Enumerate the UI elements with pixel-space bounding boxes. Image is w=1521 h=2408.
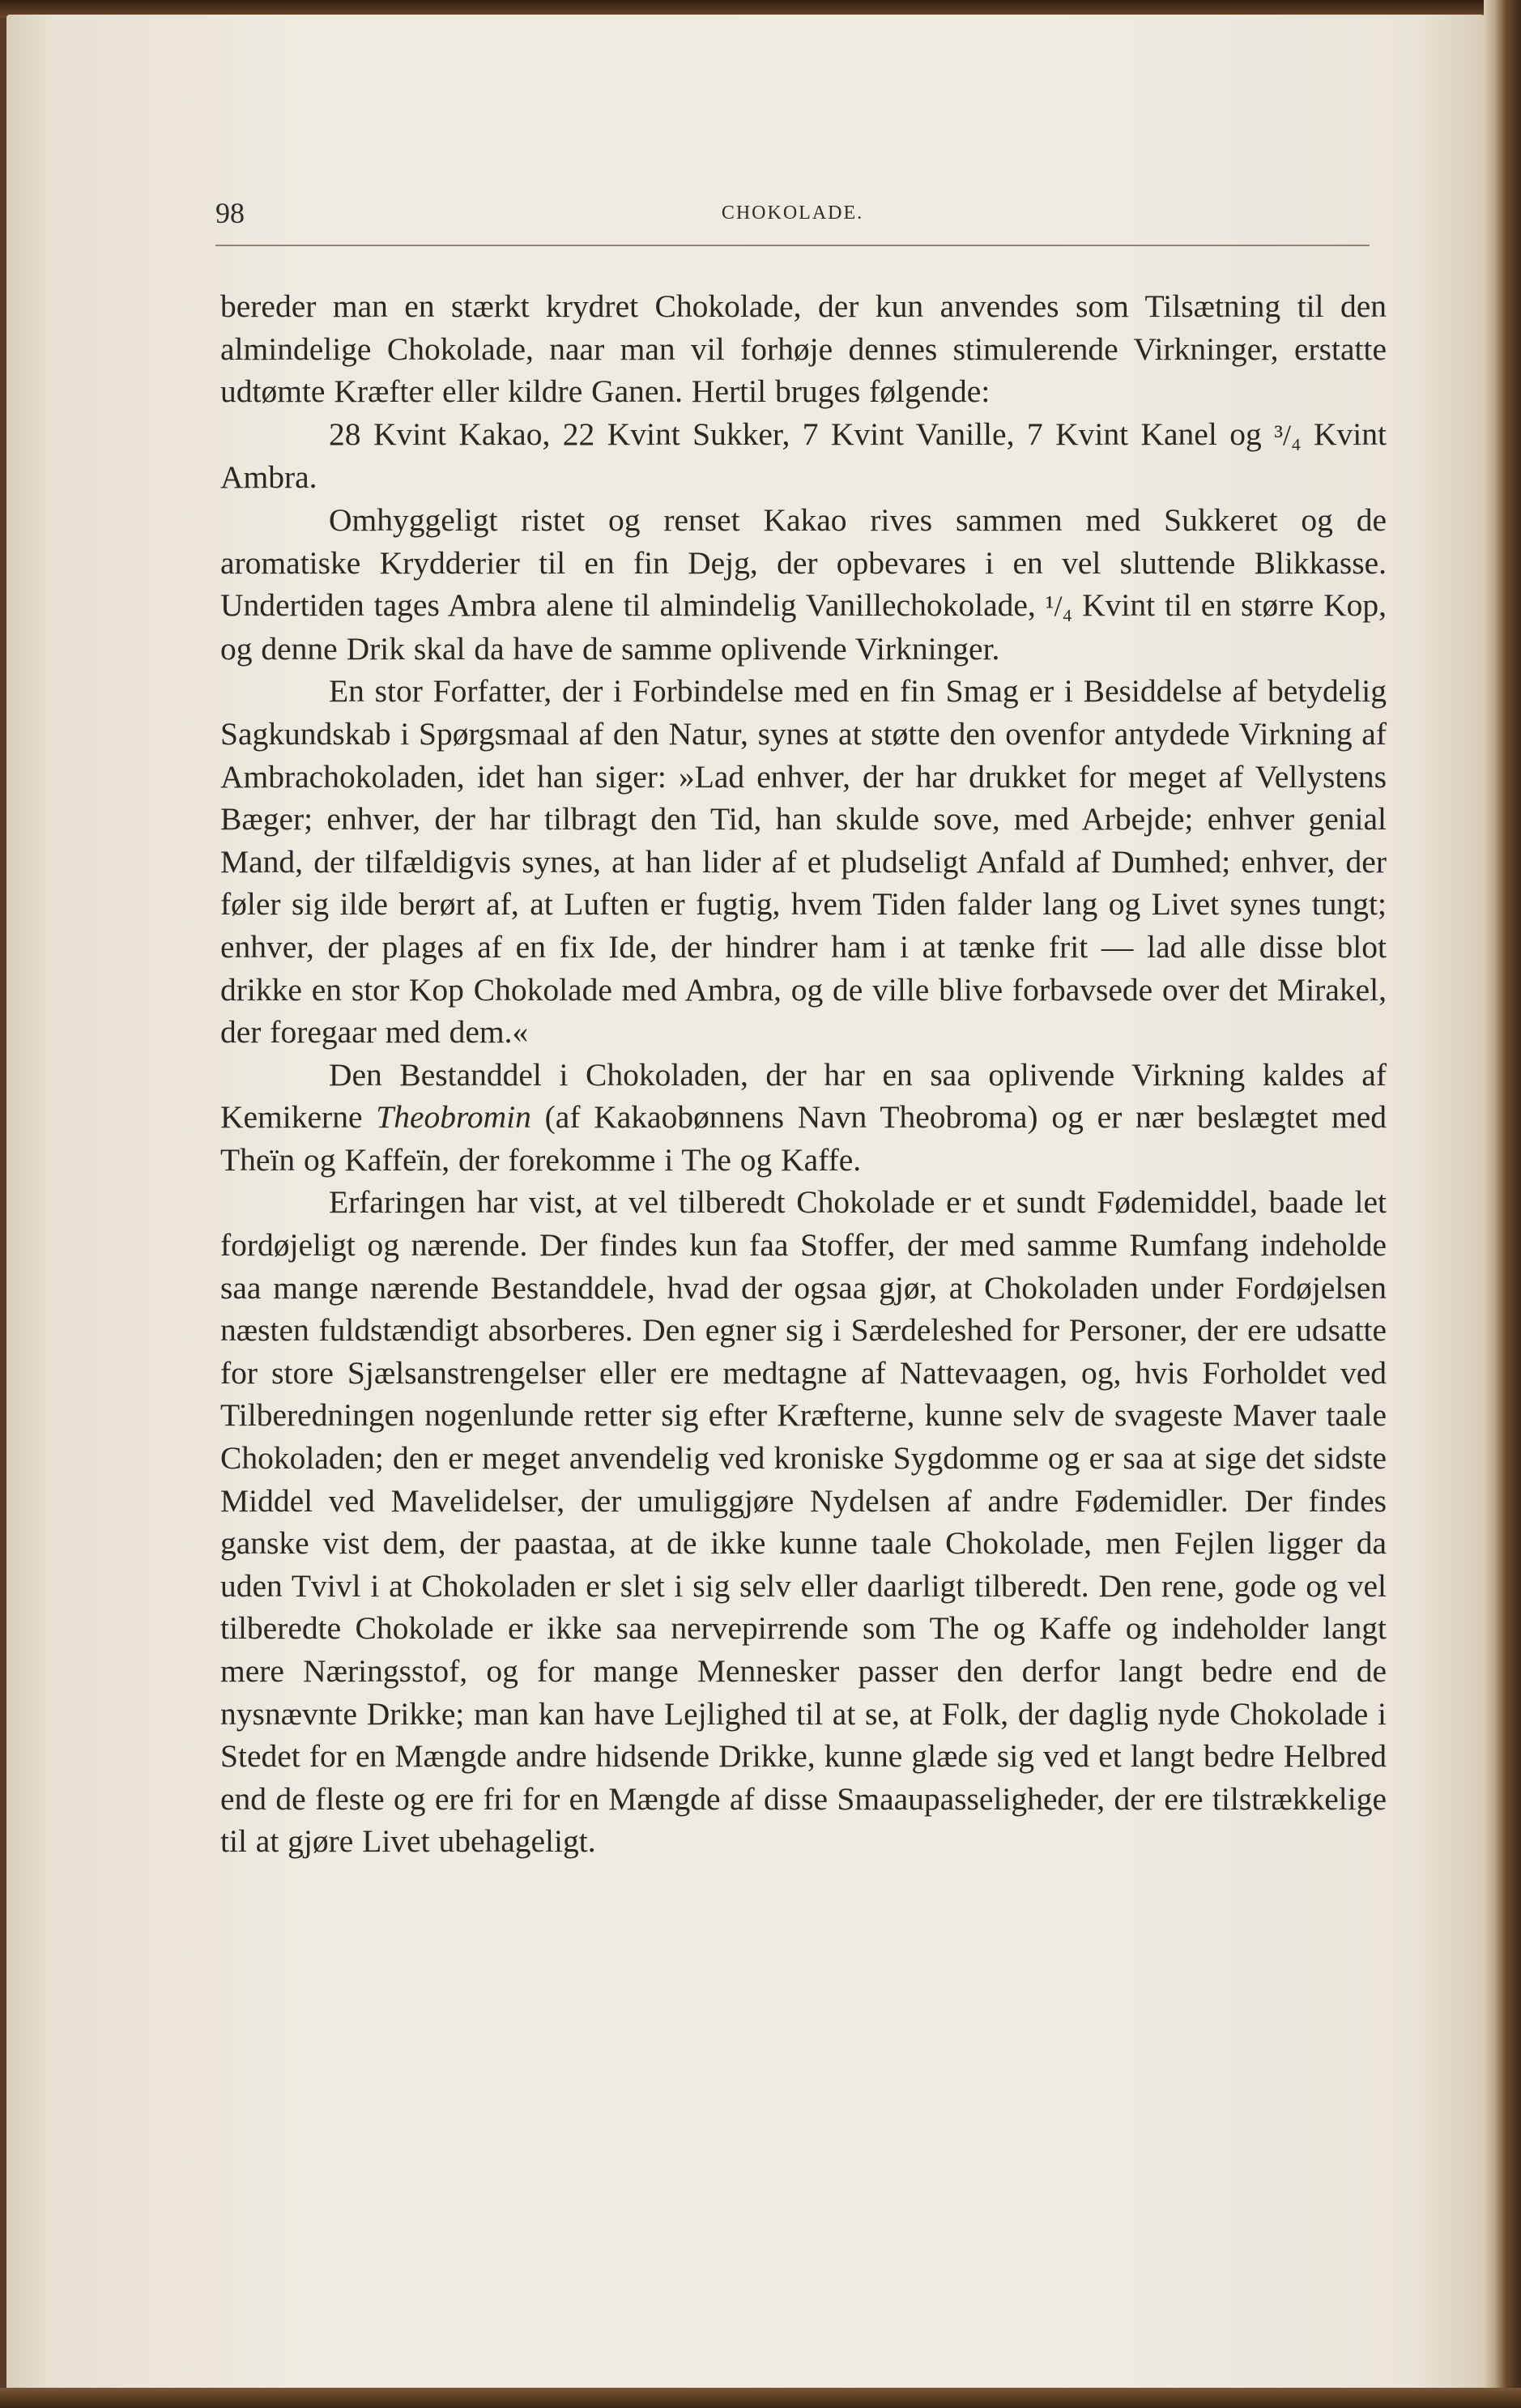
paragraph-3-text-end: Kvint til en større Kop, og denne Drik skal da have de samme oplivende Virkninger. xyxy=(220,587,1387,667)
paragraph-recipe xyxy=(220,413,1387,499)
italic-term-theobromin: Theobromin xyxy=(376,1099,531,1136)
running-title: CHOKOLADE. xyxy=(721,202,864,224)
fraction-one-quarter: ¹/₄ xyxy=(1045,590,1073,623)
paragraph-5-text-end: (af Kakaobønnens Navn Theobroma) og er nær beslægtet med Theïn og Kaffeïn, der forekomme i The og Kaffe. xyxy=(220,1099,1387,1178)
book-spine-edge xyxy=(1484,0,1521,2408)
paragraph-3 xyxy=(220,499,1387,670)
page-bottom-edge xyxy=(0,2388,1521,2408)
page-number: 98 xyxy=(215,197,245,229)
body-text xyxy=(220,285,1387,1863)
paragraph-6: Erfaringen har vist, at vel tilberedt Chokolade er et sundt Fødemiddel, baade let fordøjeligt og nærende. Der findes kun faa Stoffer, der med samme Rumfang indeholde saa mange nærende Bestanddele, hvad der ogsaa gjør, at Chokoladen under Fordøjelsen næsten fuldstændigt absorberes. Den egner sig i Særdeleshed for Personer, der ere udsatte for store Sjælsanstrengelser eller ere medtagne af Nattevaagen, og, hvis Forholdet ved Tilberedningen nogenlunde retter sig efter Kræfterne, kunne selv de svageste Maver taale Chokoladen; den er meget anvendelig ved kroniske Sygdomme og er saa at sige det sidste Middel ved Mavelidelser, der umuliggjøre Nydelsen af andre Fødemidler. Der findes ganske vist dem, der paastaa, at de ikke kunne taale Chokolade, men Fejlen ligger da uden Tvivl i at Chokoladen er slet i sig selv eller daarligt tilberedt. Den rene, gode og vel tilberedte Chokolade er ikke saa nervepirrende som The og Kaffe og indeholder langt mere Næringsstof, og for mange Mennesker passer den derfor langt bedre end de nysnævnte Drikke; man kan have Lejlighed til at se, at Folk, der daglig nyde Chokolade i Stedet for en Mængde andre hidsende Drikke, kunne glæde sig ved et langt bedre Helbred end de fleste og ere fri for en Mængde af disse Smaaupasseligheder, der ere tilstrækkelige til at gjøre Livet ubehageligt. xyxy=(220,1184,1387,1860)
fraction-three-quarters: ³/₄ xyxy=(1274,418,1302,451)
paragraph-3-text: Omhyggeligt ristet og renset Kakao rives sammen med Sukkeret og de aromatiske Krydderier til en fin Dejg, der opbevares i en vel sluttende Blikkasse. Undertiden tages Ambra alene til almindelig Vanillechokolade, xyxy=(220,501,1387,624)
paragraph-4: En stor Forfatter, der i Forbindelse med en fin Smag er i Besiddelse af betydelig Sagkundskab i Spørgsmaal af den Natur, synes at støtte den ovenfor antydede Virkning af Ambrachokoladen, idet han siger: »Lad enhver, der har drukket for meget af Vellystens Bæger; enhver, der har tilbragt den Tid, han skulde sove, med Arbejde; enhver genial Mand, der tilfældigvis synes, at han lider af et pludseligt Anfald af Dumhed; enhver, der føler sig ilde berørt af, at Luften er fugtig, hvem Tiden falder lang og Livet synes tungt; enhver, der plages af en fix Ide, der hindrer ham i at tænke frit — lad alle disse blot drikke en stor Kop Chokolade med Ambra, og de ville blive forbavsede over det Mirakel, der foregaar med dem.« xyxy=(220,673,1387,1051)
paragraph-5-text: Den Bestanddel i Chokoladen, der har en saa oplivende Virkning kaldes af Kemikerne xyxy=(220,1056,1387,1136)
page-header xyxy=(215,188,1370,246)
recipe-text-end: Kvint Ambra. xyxy=(220,416,1387,496)
paragraph-5 xyxy=(220,1054,1387,1182)
paragraph-1: bereder man en stærkt krydret Chokolade, der kun anvendes som Tilsætning til den almindelige Chokolade, naar man vil forhøje dennes stimulerende Virkninger, erstatte udtømte Kræfter eller kildre Ganen. Hertil bruges følgende: xyxy=(220,288,1387,410)
recipe-text: 28 Kvint Kakao, 22 Kvint Sukker, 7 Kvint Vanille, 7 Kvint Kanel og xyxy=(329,416,1275,452)
